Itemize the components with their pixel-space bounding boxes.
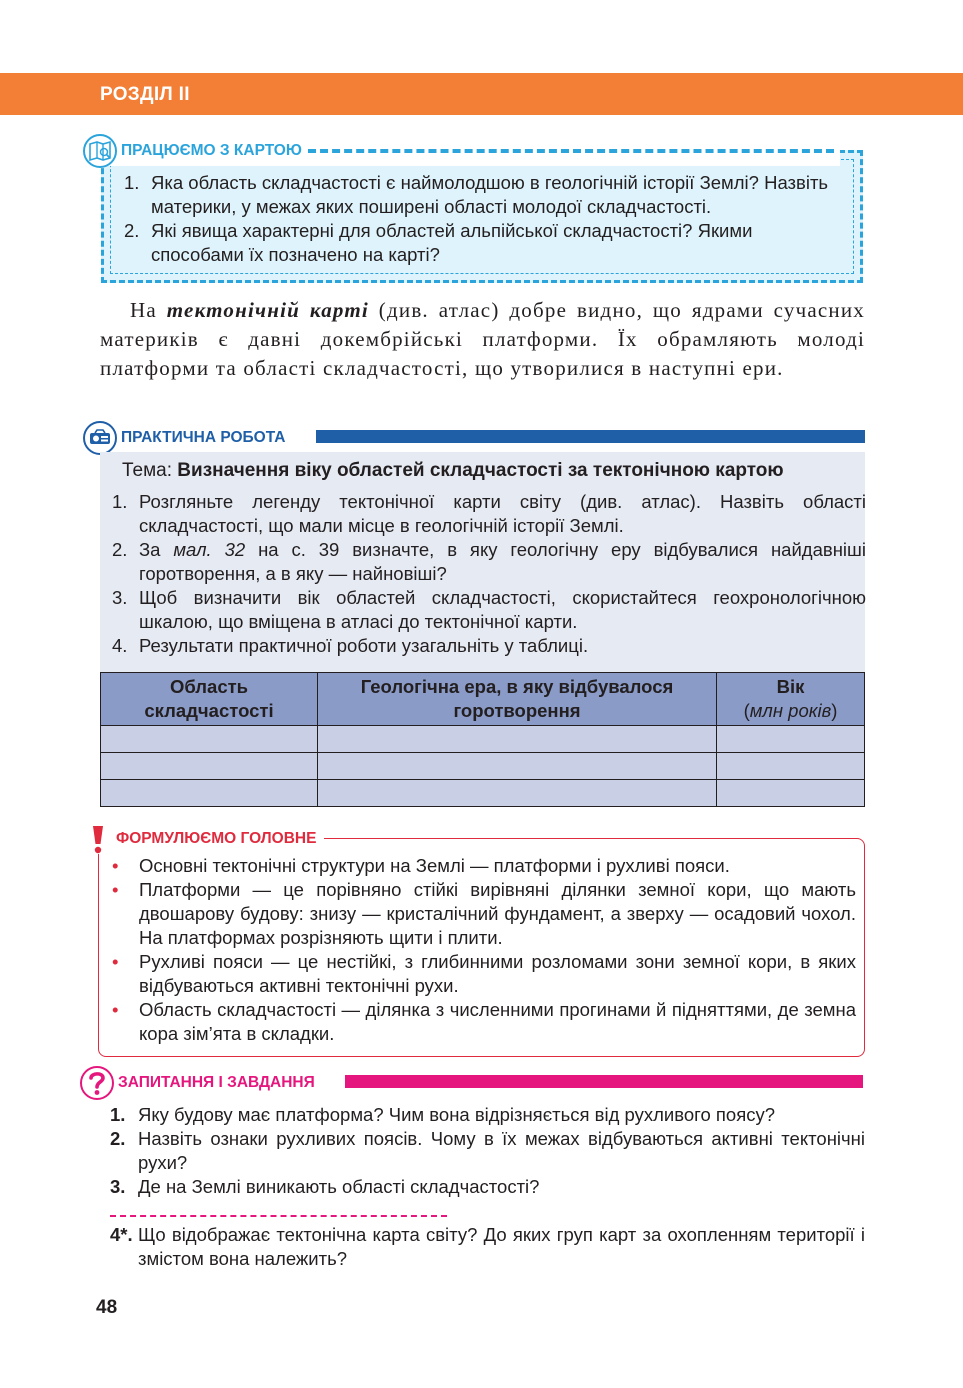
list-item: 2. Які явища характерні для областей альпійської складчастості? Якими способами їх позначено на карті? (124, 220, 753, 265)
map-task-title-rule (308, 149, 834, 153)
extra-questions-list (110, 1223, 865, 1271)
column-header-area: Область складчастості (101, 673, 318, 726)
bullet-icon: • (112, 999, 119, 1020)
list-item: 3. Щоб визначити вік областей складчастості, скористайтеся геохронологічною шкалою, що вміщена в атласі до тектонічної карти. (112, 587, 866, 632)
questions-heading (80, 1066, 321, 1100)
questions-list (110, 1103, 865, 1199)
list-item: 1. Яка область складчастості є наймолодшою в геологічній історії Землі? Назвіть материки, у межах яких поширені області молодої складчастості. (124, 172, 829, 217)
bullet-icon: • (112, 951, 119, 972)
questions-divider (110, 1215, 447, 1217)
summary-title: ФОРМУЛЮЄМО ГОЛОВНЕ (116, 830, 317, 847)
bullet-icon: • (112, 855, 119, 876)
map-book-icon (83, 134, 117, 168)
practical-heading (83, 421, 291, 455)
table-header-row (101, 673, 865, 726)
summary-list (108, 854, 856, 1046)
table-row (101, 726, 865, 753)
list-item: 3. Де на Землі виникають області складчастості? (110, 1176, 540, 1197)
column-header-age: Вік (млн років) (717, 673, 865, 726)
practical-tools-icon (83, 421, 117, 455)
column-header-era: Геологічна ера, в яку відбувалося горотворення (318, 673, 717, 726)
results-table (100, 672, 865, 807)
list-item: 2. Назвіть ознаки рухливих поясів. Чому в їх межах відбуваються активні тектонічні рухи? (110, 1128, 865, 1173)
map-task-heading (83, 136, 840, 166)
practical-title-rule (316, 430, 865, 443)
list-item: 2. За мал. 32 на с. 39 визначте, в яку геологічну еру відбувалися найдавніші горотворення, а в яку — найновіші? (112, 539, 866, 584)
list-item: • Платформи — це порівняно стійкі вирівняні ділянки земної кори, що мають двошарову будову: знизу — кристалічний фундамент, а зверху — осадовий чохол. На платформах розрізняють щити і плити. (108, 878, 856, 950)
practical-list (112, 490, 866, 658)
list-item: • Рухливі пояси — це нестійкі, з глибинними розломами зони земної кори, в яких відбуваються активні тектонічні рухи. (108, 950, 856, 998)
bullet-icon: • (112, 879, 119, 900)
list-item: 4. Результати практичної роботи узагальніть у таблиці. (112, 635, 589, 656)
figure-reference: мал. 32 (173, 539, 246, 560)
list-item: • Область складчастості — ділянка з численними прогинами й підняттями, де земна кора зім’ята в складки. (108, 998, 856, 1046)
term-tectonic-map: тектонічній карті (166, 298, 369, 322)
questions-title-rule (345, 1075, 863, 1088)
questions-title: ЗАПИТАННЯ І ЗАВДАННЯ (118, 1074, 315, 1091)
body-paragraph: На тектонічній карті (див. атлас) добре видно, що ядрами сучасних материків є давні докембрійські платформи. Їх обрамляють молоді платформи та області складчастості, що утворилися в наступні ери. (100, 298, 866, 380)
map-task-list (124, 171, 844, 267)
list-item: 1. Яку будову має платформа? Чим вона відрізняється від рухливого поясу? (110, 1104, 776, 1125)
page-number: 48 (96, 1297, 118, 1318)
section-title: РОЗДІЛ II (100, 84, 190, 105)
practical-title: ПРАКТИЧНА РОБОТА (121, 429, 286, 446)
list-item: • Основні тектонічні структури на Землі — платформи і рухливі пояси. (108, 854, 856, 878)
map-task-title: ПРАЦЮЄМО З КАРТОЮ (121, 142, 302, 159)
exclamation-icon (86, 824, 110, 854)
table-row (101, 780, 865, 807)
list-item: 4*. Що відображає тектонічна карта світу? До яких груп карт за охопленням території і змістом вона належить? (110, 1224, 865, 1269)
practical-topic: Тема: Визначення віку областей складчастості за тектонічною картою (122, 460, 784, 481)
summary-heading (86, 824, 324, 854)
list-item: 1. Розгляньте легенду тектонічної карти світу (див. атлас). Назвіть області складчастості, що мали місце в геологічній історії Землі. (112, 491, 866, 536)
table-row (101, 753, 865, 780)
question-mark-icon (80, 1066, 114, 1100)
